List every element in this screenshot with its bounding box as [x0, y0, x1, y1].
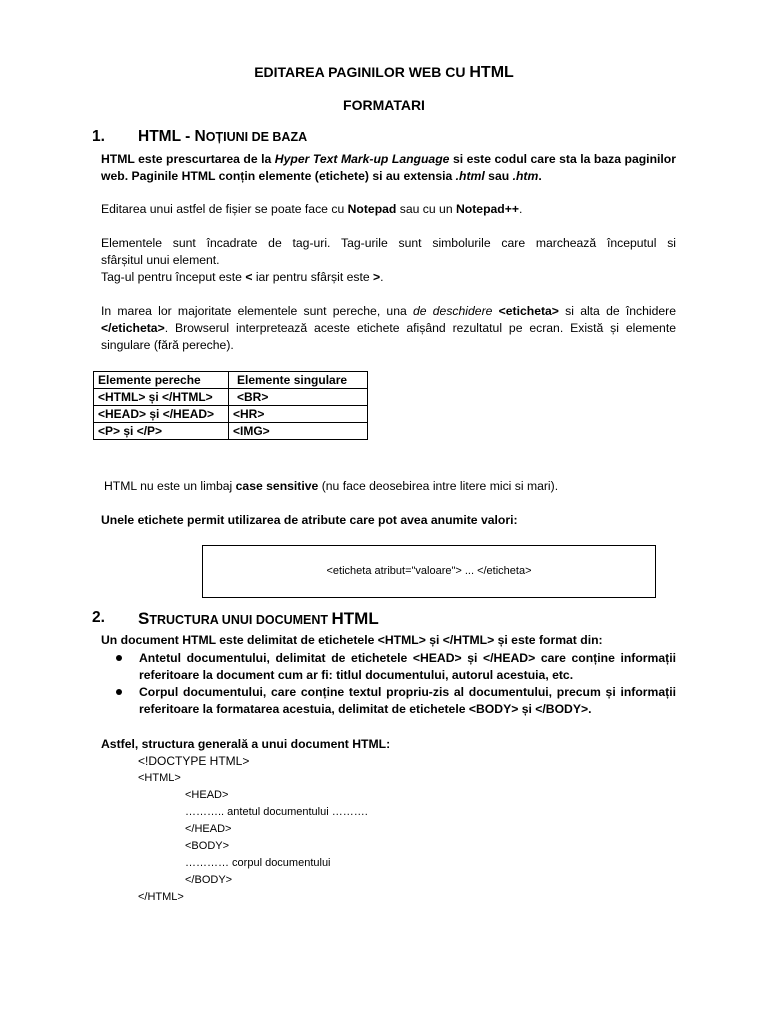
paragraph-html-definition: HTML este prescurtarea de la Hyper Text Mark-up Language si este codul care sta la baza paginilor web. Paginile HTML conțin elemente (etichete) si au extensia .html sau .htm. [101, 152, 676, 183]
paragraph-case-sensitive: HTML nu este un limbaj case sensitive (nu face deosebirea intre litere mici si mari). [104, 479, 559, 493]
table-row [94, 389, 368, 406]
section-2-heading-b: HTML [331, 609, 379, 628]
code-doctype: <!DOCTYPE HTML> [138, 754, 250, 768]
paragraph-document-intro: Un document HTML este delimitat de etichetele <HTML> și </HTML> și este format din: [101, 633, 603, 647]
bullet-icon [116, 655, 122, 661]
table-cell: <BR> [229, 389, 368, 406]
paragraph-tags: Elementele sunt încadrate de tag-uri. Tag-urile sunt simbolurile care marchează începutul si sfârșitul unui element. Tag-ul pentru început este < iar pentru sfârșit este >. [101, 236, 676, 284]
section-2-heading [92, 609, 492, 631]
section-2-heading-a: TRUCTURA UNUI DOCUMENT [149, 613, 332, 627]
bullet-icon [116, 689, 122, 695]
code-head-close: </HEAD> [185, 823, 232, 835]
code-body-open: <BODY> [185, 840, 230, 852]
code-head-content: ……….. antetul documentului ………. [185, 806, 368, 818]
section-1-heading-a: HTML - N [138, 128, 206, 145]
table-cell: <IMG> [229, 423, 368, 440]
document-title [0, 64, 768, 82]
list-item: Corpul documentului, care conține textul propriu-zis al documentului, precum și informații referitoare la formatarea acestuia, delimitat de etichetele <BODY> și </BODY>. [101, 684, 676, 718]
section-1-number: 1. [92, 128, 105, 145]
elements-table [93, 371, 368, 440]
code-example-text: <eticheta atribut="valoare"> ... </eticheta> [326, 565, 532, 577]
paragraph-structure-intro: Astfel, structura generală a unui document HTML: [101, 737, 391, 751]
code-example-box [202, 545, 656, 598]
table-cell: <HEAD> și </HEAD> [94, 406, 229, 423]
table-cell: <HTML> și </HTML> [94, 389, 229, 406]
paragraph-pairs: In marea lor majoritate elementele sunt pereche, una de deschidere <eticheta> si alta de închidere </eticheta>. Browserul interpretează aceste etichete afișând rezultatul pe ecran. Există și elemente singulare (fără pereche). [101, 304, 676, 352]
title-prefix: EDITAREA PAGINILOR WEB CU [254, 64, 470, 80]
table-row [94, 406, 368, 423]
code-body-close: </BODY> [185, 874, 233, 886]
code-body-content: ………… corpul documentului [185, 857, 331, 869]
section-2-number: 2. [92, 609, 105, 626]
table-header: Elemente singulare [229, 372, 368, 389]
section-2-heading-initial: S [138, 609, 150, 628]
section-1-heading [92, 128, 392, 148]
structure-bullet-list [101, 650, 676, 718]
paragraph-editing: Editarea unui astfel de fișier se poate face cu Notepad sau cu un Notepad++. [101, 202, 523, 216]
document-subtitle: FORMATARI [343, 97, 425, 113]
title-html: HTML [469, 64, 514, 81]
table-header-row [94, 372, 368, 389]
table-header: Elemente pereche [94, 372, 229, 389]
list-item: Antetul documentului, delimitat de etichetele <HEAD> și </HEAD> care conține informații referitoare la document cum ar fi: titlul documentului, autorul acestuia, etc. [101, 650, 676, 684]
paragraph-attributes: Unele etichete permit utilizarea de atribute care pot avea anumite valori: [101, 513, 518, 527]
table-row [94, 423, 368, 440]
table-cell: <HR> [229, 406, 368, 423]
table-cell: <P> și </P> [94, 423, 229, 440]
code-head-open: <HEAD> [185, 789, 229, 801]
code-html-close: </HTML> [138, 891, 184, 903]
section-1-heading-b: OȚIUNI DE BAZA [205, 130, 308, 144]
code-html-open: <HTML> [138, 772, 181, 784]
